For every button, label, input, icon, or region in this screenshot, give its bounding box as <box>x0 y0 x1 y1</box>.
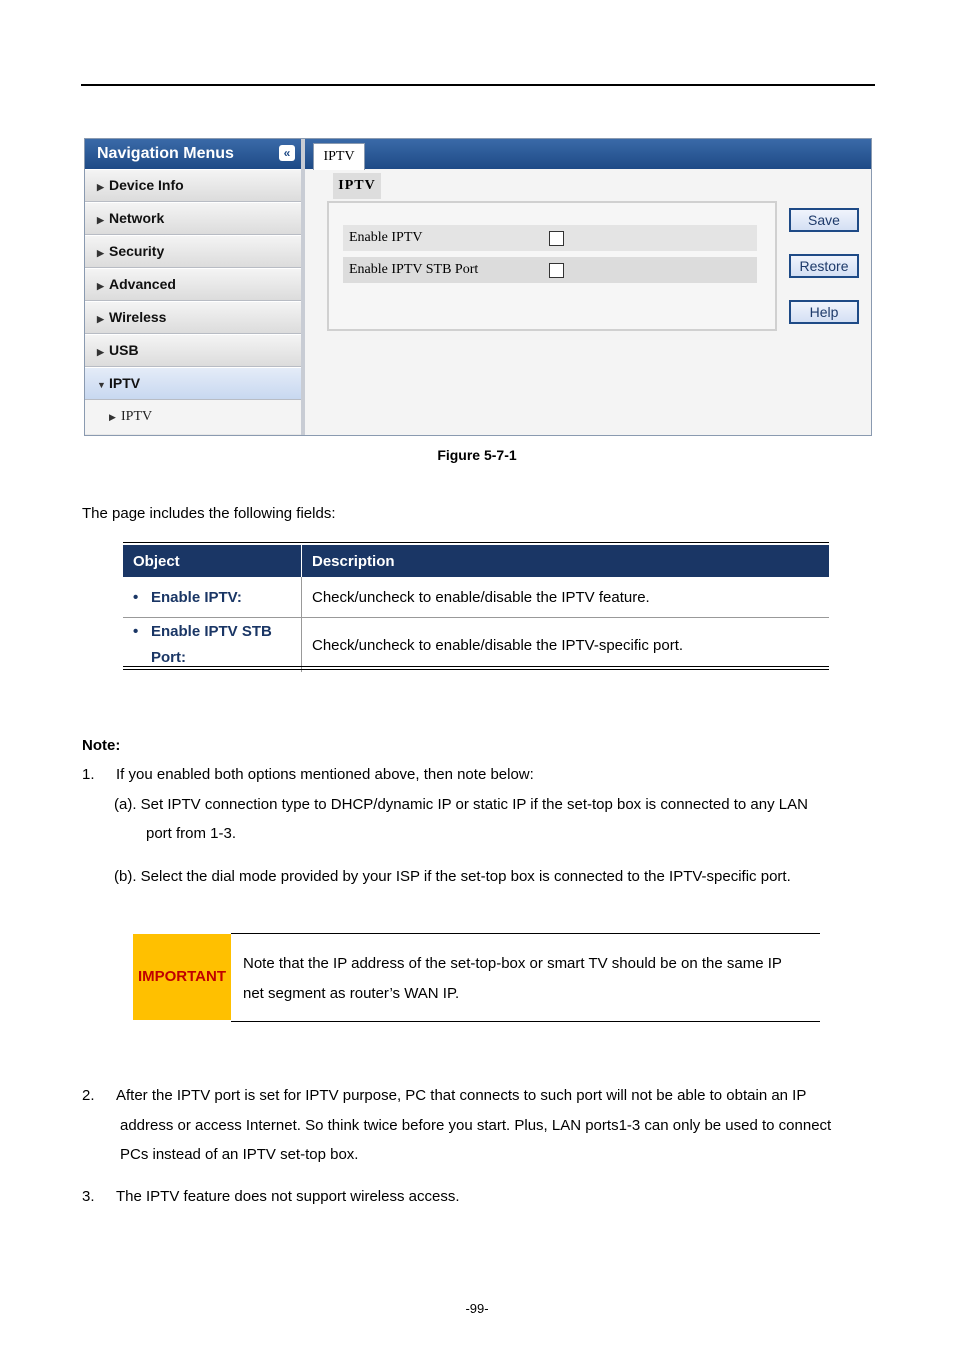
table-bottom-rule <box>123 666 829 667</box>
field-label: Enable IPTV <box>343 225 541 251</box>
nav-item-label: Security <box>109 243 165 259</box>
sub-item-b: (b). Select the dial mode provided by your ISP if the set-top box is connected to the IPTV-specific port. <box>114 868 791 885</box>
caret-right-icon: ▶ <box>109 412 116 422</box>
save-button[interactable]: Save <box>789 208 859 232</box>
tab-iptv[interactable]: IPTV <box>313 143 365 170</box>
column-header: Object <box>123 544 302 577</box>
object-cell <box>123 618 302 673</box>
enable-iptv-stb-port-checkbox[interactable] <box>549 263 564 278</box>
navigation-menu <box>85 139 305 435</box>
nav-subitem-label: IPTV <box>121 409 153 424</box>
field-row-enable-iptv-stb-port <box>343 257 757 283</box>
important-line: net segment as router’s WAN IP. <box>243 985 460 1002</box>
table-bottom-rule <box>123 669 829 670</box>
caret-right-icon: ▶ <box>97 248 104 258</box>
nav-item-label: Device Info <box>109 177 184 193</box>
list-number: 1. <box>82 766 95 783</box>
section-title: IPTV <box>333 173 381 199</box>
important-flag: IMPORTANT <box>133 934 231 1020</box>
caret-right-icon: ▶ <box>97 215 104 225</box>
settings-panel <box>327 201 777 331</box>
list-item-cont: address or access Internet. So think twice before you start. Plus, LAN ports1-3 can only be used to connect <box>120 1117 832 1134</box>
list-number: 3. <box>82 1188 95 1205</box>
collapse-icon[interactable]: « <box>279 145 295 161</box>
restore-button[interactable]: Restore <box>789 254 859 278</box>
nav-item-advanced[interactable] <box>85 268 301 301</box>
note-heading: Note: <box>82 737 121 754</box>
object-cell <box>123 577 302 618</box>
bullet-icon: • <box>133 623 139 640</box>
important-line: Note that the IP address of the set-top-box or smart TV should be on the same IP <box>243 955 782 972</box>
navigation-menu-header <box>85 139 301 169</box>
nav-item-label: IPTV <box>109 375 141 391</box>
nav-item-label: Advanced <box>109 276 176 292</box>
table-row <box>123 577 829 618</box>
list-number: 2. <box>82 1087 95 1104</box>
object-label: Enable IPTV: <box>151 588 242 606</box>
nav-item-label: USB <box>109 342 139 358</box>
object-label: Enable IPTV STB Port: <box>151 623 272 666</box>
router-screenshot <box>84 138 872 436</box>
nav-item-label: Wireless <box>109 309 167 325</box>
nav-item-iptv[interactable] <box>85 367 301 400</box>
nav-item-usb[interactable] <box>85 334 301 367</box>
nav-subitem-iptv[interactable] <box>85 400 301 434</box>
content-tab-bar <box>305 139 871 169</box>
header-rule <box>81 84 875 86</box>
important-text <box>243 949 823 1009</box>
list-item: After the IPTV port is set for IPTV purpose, PC that connects to such port will not be able to obtain an IP <box>116 1087 807 1104</box>
callout-bottom-rule <box>231 1021 820 1022</box>
bullet-icon: • <box>133 588 139 606</box>
field-row-enable-iptv <box>343 225 757 251</box>
navigation-menu-title: Navigation Menus <box>97 145 234 162</box>
column-header: Description <box>302 544 830 577</box>
caret-right-icon: ▶ <box>97 347 104 357</box>
nav-item-label: Network <box>109 210 165 226</box>
figure-caption: Figure 5-7-1 <box>437 447 517 463</box>
field-label: Enable IPTV STB Port <box>343 257 541 283</box>
enable-iptv-checkbox[interactable] <box>549 231 564 246</box>
caret-down-icon: ▼ <box>97 380 106 390</box>
page-number: -99- <box>465 1301 489 1316</box>
caret-right-icon: ▶ <box>97 182 104 192</box>
content-area <box>305 139 871 435</box>
description-cell: Check/uncheck to enable/disable the IPTV-specific port. <box>312 636 684 654</box>
nav-item-wireless[interactable] <box>85 301 301 334</box>
sub-item-a: (a). Set IPTV connection type to DHCP/dynamic IP or static IP if the set-top box is connected to any LAN <box>114 796 808 813</box>
nav-item-device-info[interactable] <box>85 169 301 202</box>
caret-right-icon: ▶ <box>97 281 104 291</box>
list-item: The IPTV feature does not support wireless access. <box>116 1188 460 1205</box>
table-row <box>123 618 829 673</box>
intro-text: The page includes the following fields: <box>82 505 336 522</box>
list-item: If you enabled both options mentioned above, then note below: <box>116 766 534 783</box>
sub-item-a-cont: port from 1-3. <box>146 825 237 842</box>
table-header-row <box>123 544 829 577</box>
caret-right-icon: ▶ <box>97 314 104 324</box>
help-button[interactable]: Help <box>789 300 859 324</box>
nav-item-security[interactable] <box>85 235 301 268</box>
description-cell: Check/uncheck to enable/disable the IPTV feature. <box>302 577 830 618</box>
list-item-cont: PCs instead of an IPTV set-top box. <box>120 1146 359 1163</box>
field-value <box>539 225 757 251</box>
nav-item-network[interactable] <box>85 202 301 235</box>
fields-table <box>123 543 829 672</box>
callout-top-rule <box>231 933 820 934</box>
field-value <box>539 257 757 283</box>
